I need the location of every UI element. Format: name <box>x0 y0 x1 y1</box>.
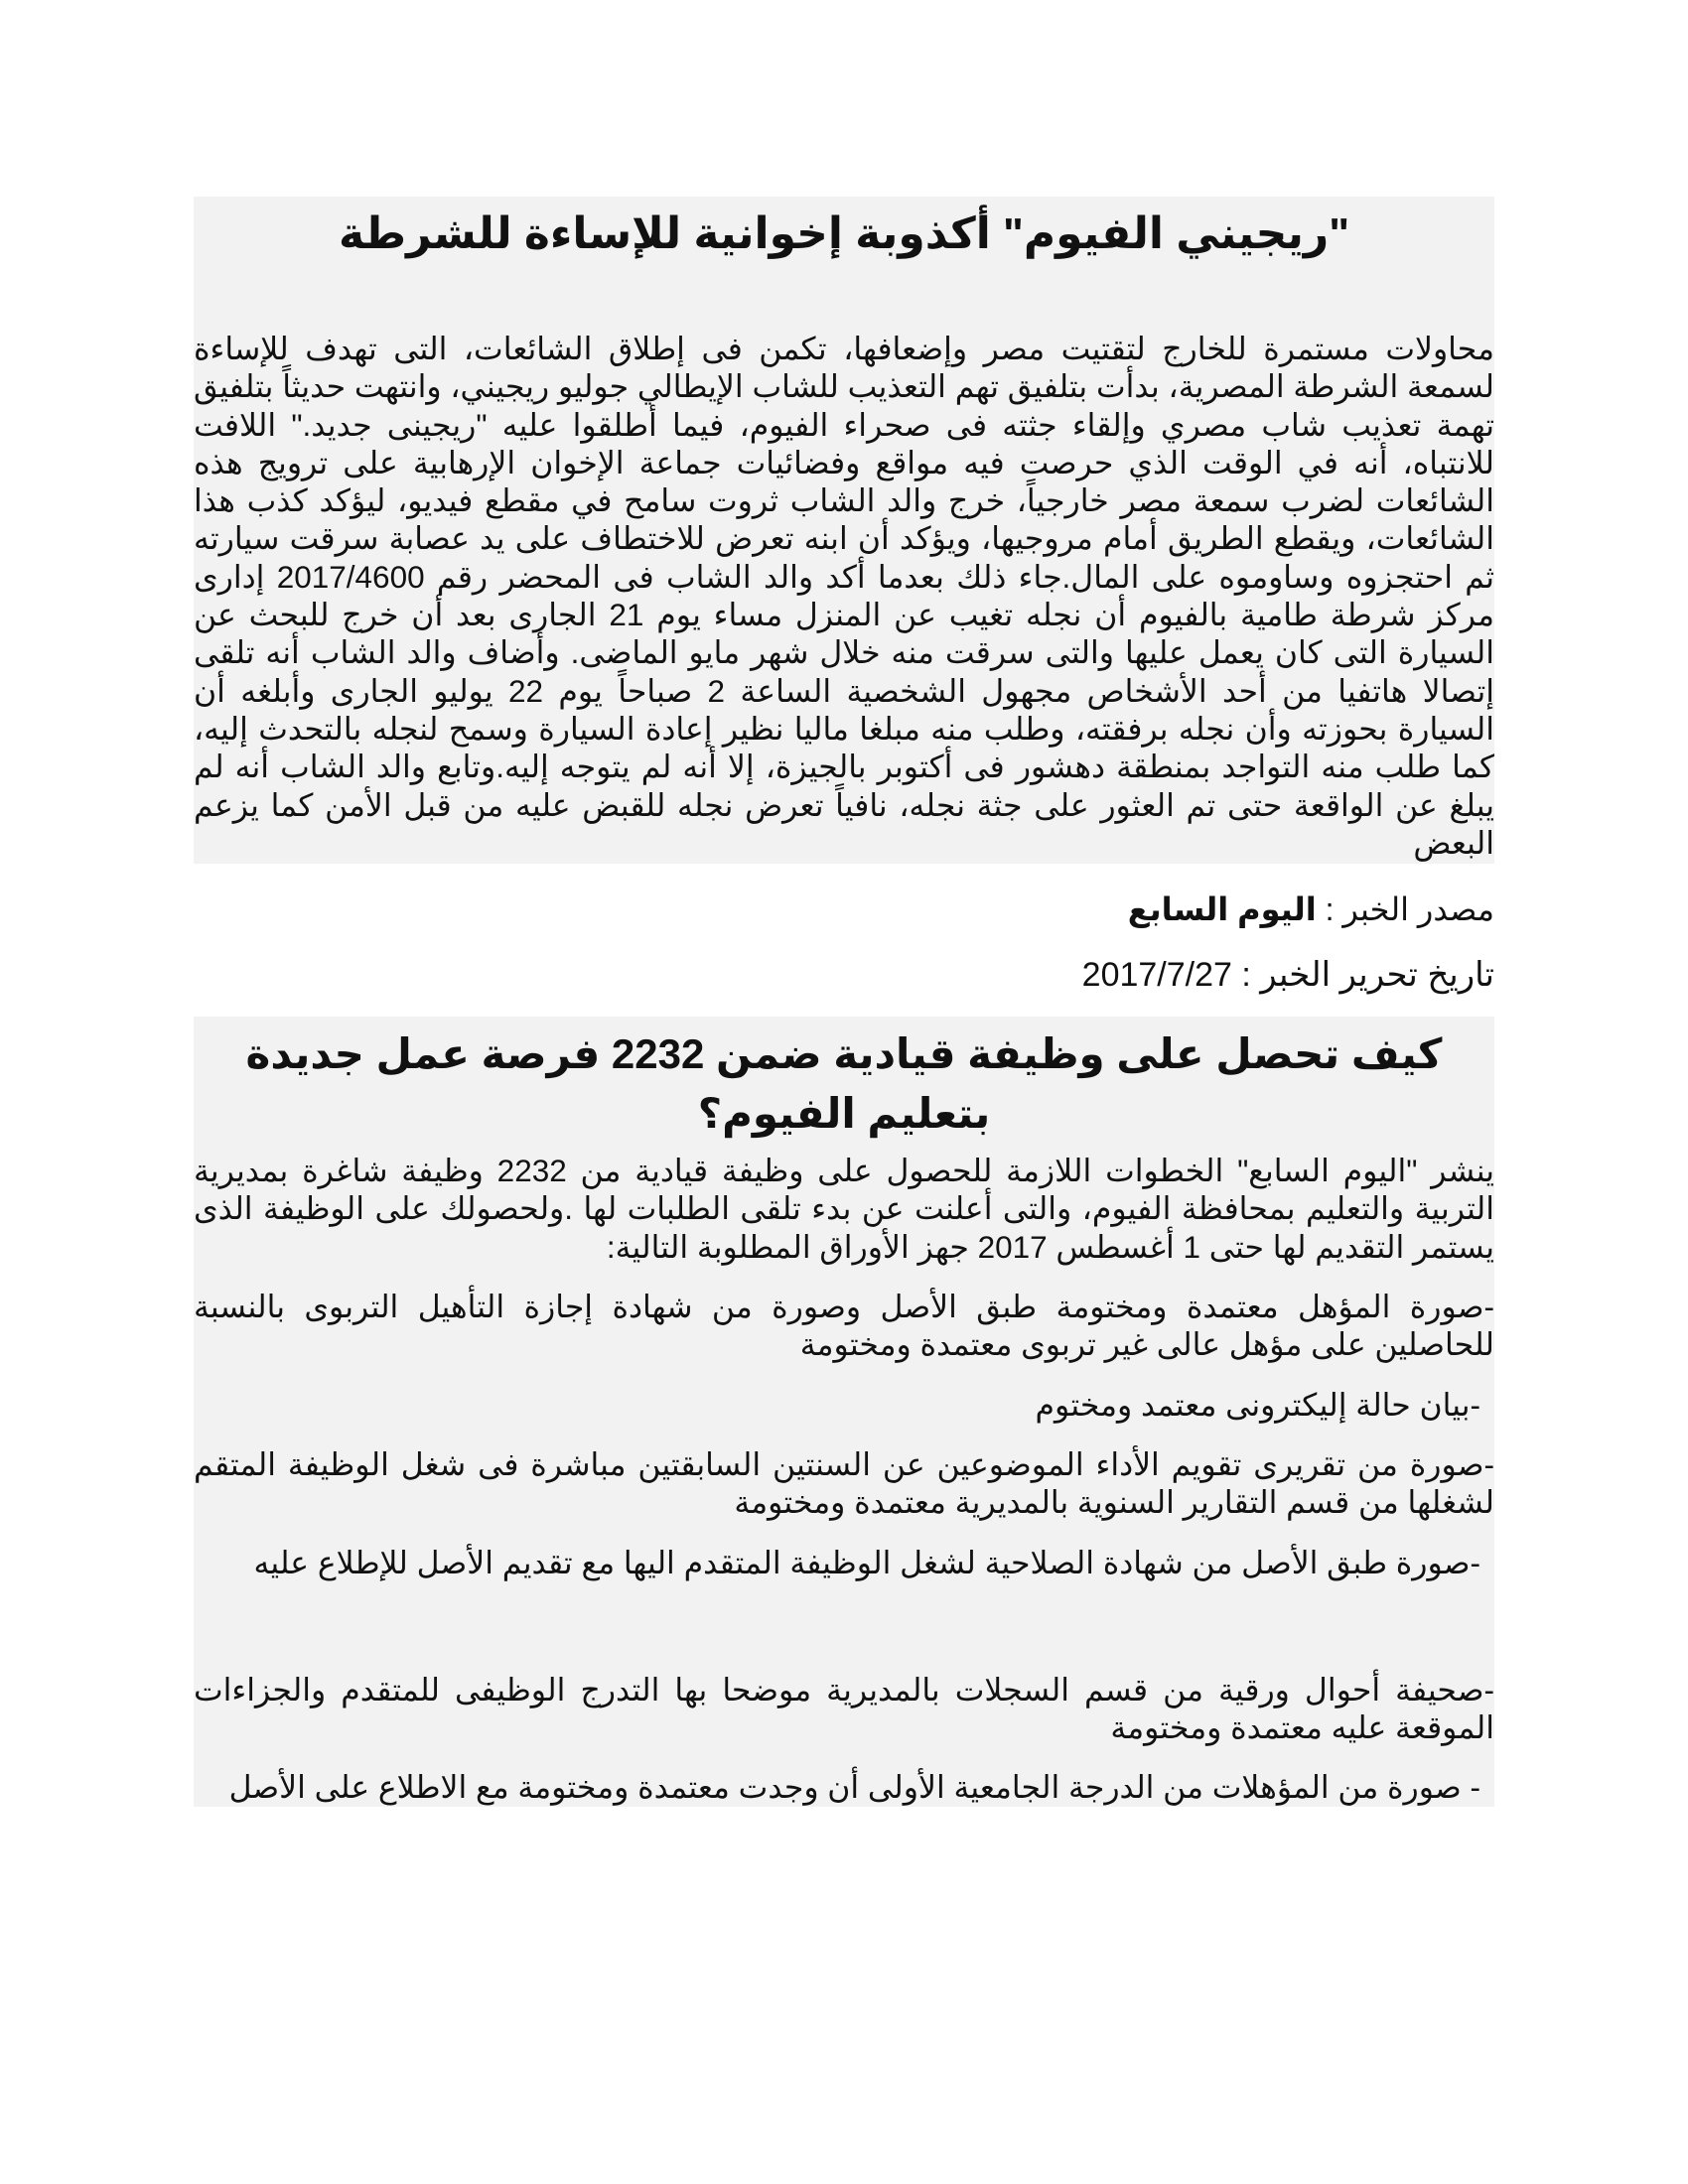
news-date-label: تاريخ تحرير الخبر : <box>1231 956 1494 995</box>
requirement-item: -صورة المؤهل معتمدة ومختومة طبق الأصل وصورة من شهادة إجازة التأهيل التربوى بالنسبة للحاصلين على مؤهل عالى غير تربوى معتمدة ومختومة <box>194 1289 1494 1363</box>
article-2 <box>194 1017 1494 1807</box>
article-2-title: كيف تحصل على وظيفة قيادية ضمن 2232 فرصة عمل جديدة بتعليم الفيوم؟ <box>245 1030 1443 1138</box>
news-source-value: اليوم السابع <box>1127 891 1317 928</box>
article-2-title-box <box>194 1017 1494 1138</box>
article-2-intro: ينشر "اليوم السابع" الخطوات اللازمة للحصول على وظيفة قيادية من 2232 وظيفة شاغرة بمديرية التربية والتعليم بمحافظة الفيوم، والتى أعلنت عن بدء تلقى الطلبات لها .ولحصولك على الوظيفة الذى يستمر التقديم لها حتى 1 أغسطس 2017 جهز الأوراق المطلوبة التالية: <box>194 1153 1494 1265</box>
article-1-title: "ريجيني الفيوم" أكذوبة إخوانية للإساءة للشرطة <box>338 209 1350 258</box>
requirement-item: -صورة من تقريرى تقويم الأداء الموضوعين عن السنتين السابقتين مباشرة فى شغل الوظيفة المتقم لشغلها من قسم التقارير السنوية بالمديرية معتمدة ومختومة <box>194 1445 1494 1521</box>
news-date <box>194 955 1494 995</box>
article-1-body: محاولات مستمرة للخارج لتقتيت مصر وإضعافها، تكمن فى إطلاق الشائعات، التى تهدف للإساءة لسمعة الشرطة المصرية، بدأت بتلفيق تهم التعذيب للشاب الإيطالي جوليو ريجيني، وانتهت حديثاً بتلفيق تهمة تعذيب شاب مصري وإلقاء جثته فى صحراء الفيوم، فيما أطلقوا عليه "ريجينى جديد." اللافت للانتباه، أنه في الوقت الذي حرصت فيه مواقع وفضائيات جماعة الإخوان الإرهابية على ترويج هذه الشائعات لضرب سمعة مصر خارجياً، خرج والد الشاب ثروت سامح في مقطع فيديو، ليؤكد كذب هذا الشائعات، ويقطع الطريق أمام مروجيها، ويؤكد أن ابنه تعرض للاختطاف على يد عصابة سرقت سيارته ثم احتجزوه وساوموه على المال.جاء ذلك بعدما أكد والد الشاب فى المحضر رقم 2017/4600 إدارى مركز شرطة طامية بالفيوم أن نجله تغيب عن المنزل مساء يوم 21 الجارى بعد أن خرج للبحث عن السيارة التى كان يعمل عليها والتى سرقت منه خلال شهر مايو الماضى. وأضاف والد الشاب أنه تلقى إتصالا هاتفيا من أحد الأشخاص مجهول الشخصية الساعة 2 صباحاً يوم 22 يوليو الجارى وأبلغه أن السيارة بحوزته وأن نجله برفقته، وطلب منه مبلغا ماليا نظير إعادة السيارة وسمح لنجله بالتحدث إليه، كما طلب منه التواجد بمنطقة دهشور فى أكتوبر بالجيزة، إلا أنه لم يتوجه إليه.وتابع والد الشاب أنه لم يبلغ عن الواقعة حتى تم العثور على جثة نجله، نافياً تعرض نجله للقبض عليه من قبل الأمن كما يزعم البعض <box>194 331 1494 861</box>
news-source-label: مصدر الخبر : <box>1316 891 1494 928</box>
requirement-item: -صورة طبق الأصل من شهادة الصلاحية لشغل الوظيفة المتقدم اليها مع تقديم الأصل للإطلاع عليه <box>253 1544 1480 1580</box>
requirement-item: -بيان حالة إليكترونى معتمد ومختوم <box>1035 1386 1480 1423</box>
article-1 <box>194 197 1494 864</box>
document-page <box>194 197 1494 1807</box>
requirement-item: - صورة من المؤهلات من الدرجة الجامعية الأولى أن وجدت معتمدة ومختومة مع الاطلاع على الأصل <box>228 1769 1480 1806</box>
news-date-value: 2017/7/27 <box>1081 956 1232 995</box>
requirement-item: -صحيفة أحوال ورقية من قسم السجلات بالمديرية موضحا بها التدرج الوظيفى للمتقدم والجزاءات الموقعة عليه معتمدة ومختومة <box>194 1671 1494 1746</box>
news-source <box>194 889 1494 929</box>
